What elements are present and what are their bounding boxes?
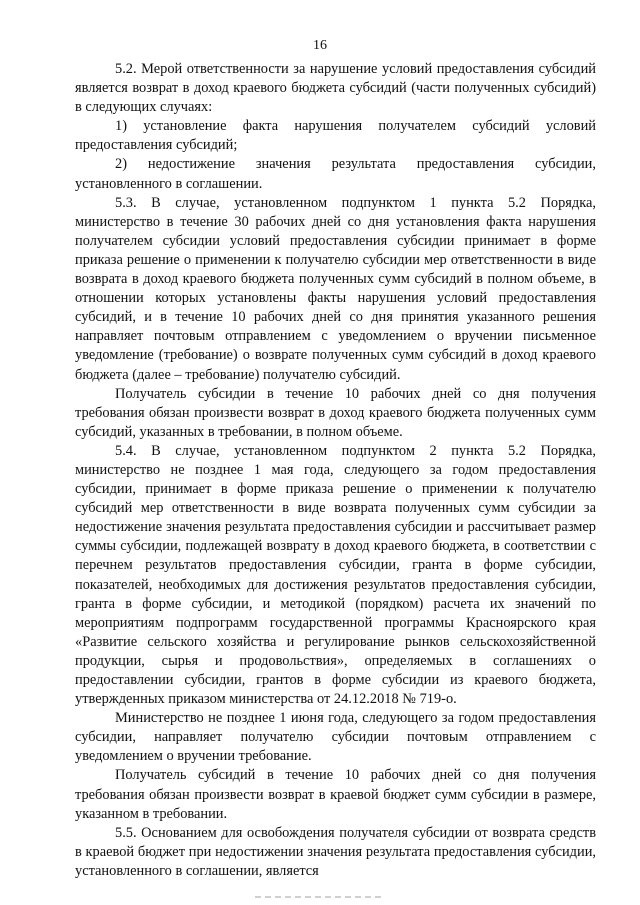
- paragraph-5-5: 5.5. Основанием для освобождения получателя субсидии от возврата средств в краевой бюджет при недостижении значения результата предоставления субсидии, установленного в соглашении, является: [75, 824, 596, 879]
- paragraph-5-2: 5.2. Мерой ответственности за нарушение условий предоставления субсидий является возврат в доход краевого бюджета субсидий (части полученных субсидий) в следующих случаях:: [75, 61, 596, 116]
- paragraph-5-4-recipient: Получатель субсидий в течение 10 рабочих дней со дня получения требования обязан произвести возврат в краевой бюджет сумм субсидии в размере, указанном в требовании.: [75, 767, 596, 822]
- paragraph-5-2-item-2: 2) недостижение значения результата предоставления субсидии, установленного в соглашении.: [75, 156, 596, 192]
- paragraph-5-2-item-1: 1) установление факта нарушения получателем субсидий условий предоставления субсидий;: [75, 118, 596, 154]
- paragraph-5-4-ministry: Министерство не позднее 1 июня года, следующего за годом предоставления субсидии, направляет получателю субсидии почтовым отправлением с уведомлением о вручении требование.: [75, 710, 596, 765]
- page-number: 16: [313, 38, 327, 53]
- paragraph-5-4: 5.4. В случае, установленном подпунктом 2 пункта 5.2 Порядка, министерство не позднее 1 мая года, следующего за годом предоставления субсидии, принимает в форме приказа решение о применении к получателю субсидий мер ответственности в виде возврата полученных сумм субсидии за недостижение значения результата предоставления субсидии и рассчитывает размер суммы субсидии, подлежащей возврату в доход краевого бюджета, в соответствии с перечнем результатов предоставления субсидии, гранта в форме субсидии, показателей, необходимых для достижения результатов предоставления субсидии, гранта в форме субсидии, и методикой (порядком) расчета их значений по мероприятиям подпрограмм государственной программы Красноярского края «Развитие сельского хозяйства и регулирование рынков сельскохозяйственной продукции, сырья и продовольствия», определяемых в соглашениях о предоставлении субсидии, грантов в форме субсидии из краевого бюджета, утвержденных приказом министерства от 24.12.2018 № 719-о.: [75, 442, 596, 708]
- paragraph-5-3: 5.3. В случае, установленном подпунктом 1 пункта 5.2 Порядка, министерство в течение 30 рабочих дней со дня установления факта нарушения получателем субсидии условий предоставления субсидии принимает в форме приказа решение о применении к получателю субсидии мер ответственности в виде возврата в доход краевого бюджета полученных сумм субсидий в полном объеме, в отношении которых установлены факты нарушения условий предоставления субсидий, и в течение 10 рабочих дней со дня принятия указанного решения направляет почтовым отправлением с уведомлением о вручении письменное уведомление (требование) о возврате полученных сумм субсидий в доход краевого бюджета (далее – требование) получателю субсидий.: [75, 194, 596, 383]
- scan-artifact: [255, 896, 385, 898]
- paragraph-5-3-recipient: Получатель субсидии в течение 10 рабочих дней со дня получения требования обязан произвести возврат в доход краевого бюджета полученных сумм субсидий, указанных в требовании, в полном объеме.: [75, 385, 596, 440]
- document-body: [75, 60, 596, 881]
